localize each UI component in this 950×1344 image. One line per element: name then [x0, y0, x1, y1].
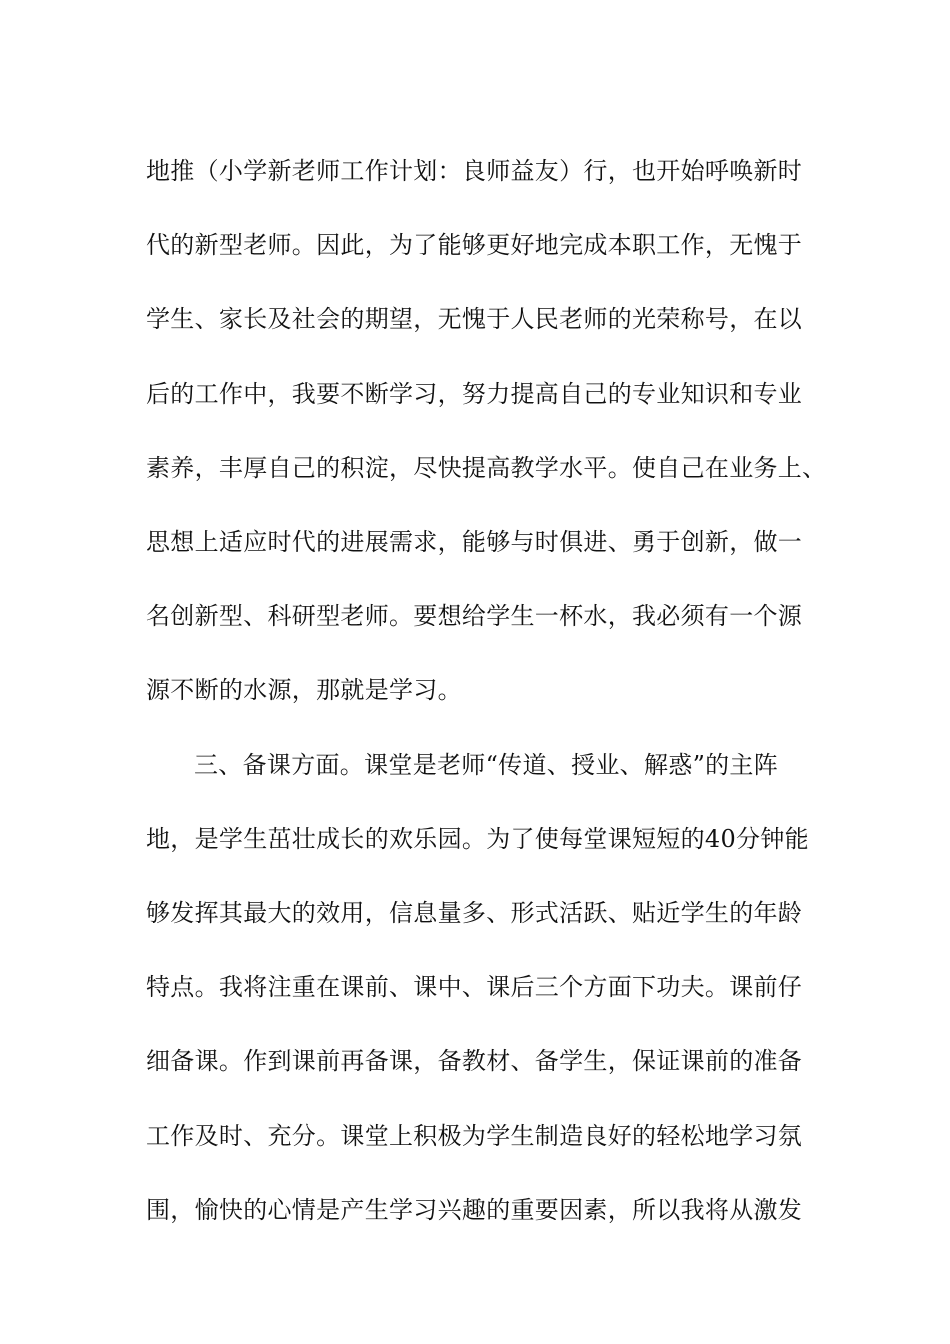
body-text — [146, 134, 826, 1247]
text-line: 细备课。作到课前再备课，备教材、备学生，保证课前的准备 — [146, 1047, 803, 1076]
text-line: 够发挥其最大的效用，信息量多、形式活跃、贴近学生的年龄 — [146, 899, 803, 928]
text-line: 素养，丰厚自己的积淀，尽快提高教学水平。使自己在业务上、 — [146, 453, 827, 482]
section-heading-line: 三、备课方面。课堂是老师“传道、授业、解惑”的主阵 — [194, 750, 779, 779]
text-line: 学生、家长及社会的期望，无愧于人民老师的光荣称号，在以 — [146, 305, 803, 334]
text-line: 地，是学生茁壮成长的欢乐园。为了使每堂课短短的40分钟能 — [146, 824, 809, 853]
text-line: 代的新型老师。因此，为了能够更好地完成本职工作，无愧于 — [146, 231, 803, 260]
text-line: 工作及时、充分。课堂上积极为学生制造良好的轻松地学习氛 — [146, 1121, 803, 1150]
text-line: 特点。我将注重在课前、课中、课后三个方面下功夫。课前仔 — [146, 973, 803, 1002]
text-line: 思想上适应时代的进展需求，能够与时俱进、勇于创新，做一 — [146, 528, 803, 557]
text-line: 源不断的水源，那就是学习。 — [146, 676, 462, 705]
text-line: 名创新型、科研型老师。要想给学生一杯水，我必须有一个源 — [146, 602, 803, 631]
text-line: 地推（小学新老师工作计划：良师益友）行，也开始呼唤新时 — [146, 157, 803, 185]
text-line: 围，愉快的心情是产生学习兴趣的重要因素，所以我将从激发 — [146, 1195, 803, 1224]
text-line: 后的工作中，我要不断学习，努力提高自己的专业知识和专业 — [146, 379, 803, 408]
